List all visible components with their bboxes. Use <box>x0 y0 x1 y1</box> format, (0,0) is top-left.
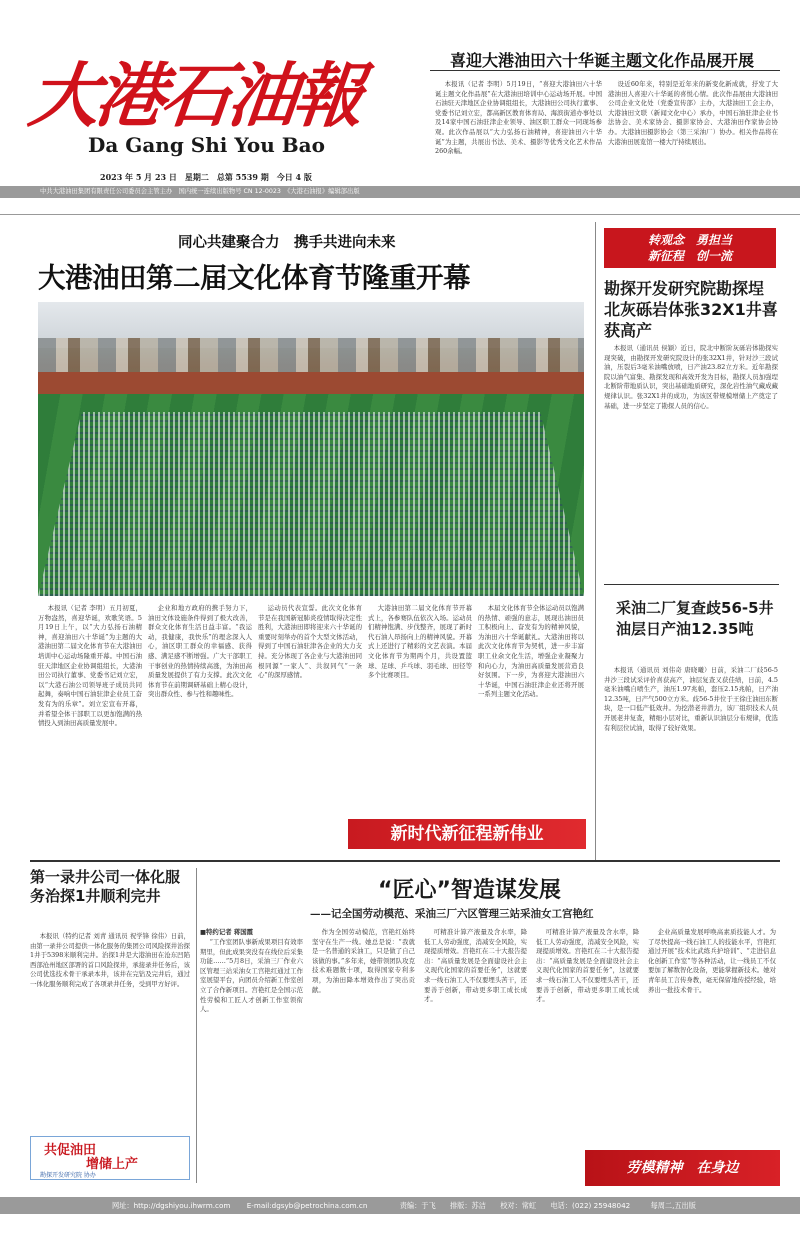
promo-logo-line-1: 共促油田 <box>44 1143 97 1158</box>
section-banner: 新时代新征程新伟业 <box>348 819 586 849</box>
masthead-pinyin: Da Gang Shi You Bao <box>88 133 325 157</box>
masthead-title: 大港石油報 <box>25 54 364 137</box>
feature-headline[interactable]: “匠心”智造谋发展 <box>378 878 561 903</box>
sidebar-story-1-body: 本报讯（通讯员 侯颖）近日，院北中断阶灰砾岩体勘探实现突破，由勘探开发研究院设计的张32X1井，针对沙三段试油，压裂后3毫米油嘴放喷，日产油23.82立方米。近年勘探院以油气富集、勘探发现和高效开发为目标，勘探人员加强埕北断阶带地质认识，突出基础地质研究，深化岩性油气藏成藏规律认识。张32X1井的成功，为该区带规模增储上产奠定了基础，进一步坚定了勘探人员的信心。 <box>604 344 778 410</box>
footer-website[interactable]: 网址：http://dgshiyou.ihwrm.com <box>112 1201 231 1210</box>
feature-col-4: 企业高质量发展呼唤高素质技能人才。为了尽快提高一线石油工人的技能水平，宫艳红通过开展“技术比武练兵护培训”、“走进信息化创新工作室”等各种活动，让一线员工不仅要加了解数智化设备，更能掌握新技术。她对青年员工言传身教，毫无保留地传授经验，培养出一批技术骨干。 <box>648 928 776 994</box>
main-story-col-1: 本报讯（记者 李明）五月初夏，万物盎然，喜迎华诞，欢歌笑语。5月19日上午，以“大力弘扬石油精神，喜迎油田六十华诞”为主题的大港油田第二届文化体育节在大港油田培训中心运动场隆重开幕。中国石油驻天津地区企业协调组组长，大港油田公司执行董事、党委书记刘立宏，以“大港石油公司领导班子成员共同起舞，奏响中国石油驻津企业员工奋发有为的乐章”。刘立宏宣布开幕，并希望全体干部职工以更加饱满的热情投入到油田高质量发展中。 <box>38 604 142 728</box>
sidebar-story-2-body: 本报讯（通讯员 刘伟奇 唐晓曦）日前，采油二厂歧56-5井沙三段试采评价喜获高产，油层复查又获佳绩，日前，4.5毫米油嘴自喷生产，油压1.97兆帕，套压2.15兆帕，日产油12.35吨，日产气500立方米。歧56-5井位于王徐庄油田东断块，是一口低产低效井。为挖潜老井潜力，该厂组织技术人员开展老井复查，精细小层对比，重新认识油层分布规律，优选有利层位试油，取得了较好效果。 <box>604 666 778 732</box>
footer-email[interactable]: E-mail:dgsyb@petrochina.com.cn <box>246 1201 368 1210</box>
main-story-col-4: 大港油田第二届文化体育节开幕式上，各参赛队伍依次入场。运动员们精神饱满、步伐整齐，展现了新时代石油人昂扬向上的精神风貌。开幕式上还进行了精彩的文艺表演。本届文化体育节为期两个月，共设置篮球、足球、乒乓球、羽毛球、田径等多个比赛项目。 <box>368 604 472 680</box>
column-divider <box>196 868 197 1183</box>
divider <box>0 214 800 215</box>
footer-editor: 责编：于飞 <box>399 1201 436 1210</box>
bottom-left-body: 本报讯（特约记者 刘青 通讯员 祝学锋 徐伟）日前，由第一录井公司提供一体化服务的集团公司风险探井治探1井于5398米顺利完井。治探1井是大港油田在沧东凹陷西部沧州地区部署的首口风险探井，承接录井任务后，该公司优选技术骨干承录本井，该井在完钻及完井后，通过一体化服务顺利完成了各项录井任务，受到甲方好评。 <box>30 932 190 988</box>
photo-running-track <box>38 372 584 396</box>
main-story-body <box>38 604 584 854</box>
feature-col-3b: 可精准计算产液量及含水率，降低工人劳动强度，消减安全风险，实现提质增效。宫艳红在二十大报告提出：“高质量发展是全面建设社会主义现代化国家的首要任务”，这就要求一线石油工人不仅要埋头苦干，还要善于创新，带动更多职工成长成才。 <box>536 928 639 1004</box>
top-story-headline[interactable]: 喜迎大港油田六十华诞主题文化作品展开展 <box>450 51 755 70</box>
slogan-banner: 转观念 勇担当 新征程 创一流 <box>604 228 776 268</box>
opening-ceremony-photo <box>38 302 584 596</box>
feature-col-3: 可精准计算产液量及含水率，降低工人劳动强度，消减安全风险，实现提质增效。宫艳红在二十大报告提出：“高质量发展是全面建设社会主义现代化国家的首要任务”，这就要求一线石油工人不仅要埋头苦干，还要善于创新，带动更多职工成长成才。 <box>424 928 527 1004</box>
main-story-col-3: 运动员代表宣誓。此次文化体育节是在我国新冠肺炎疫情取得决定性胜利，大港油田即将迎来六十华诞的重要时刻举办的首个大型文体活动，得到了中国石油驻津各企业的大力支持。充分体现了各企业与大港油田同根同源“一家人”、共叙同气“一条心”的深厚感情。 <box>258 604 362 680</box>
issue-line: 2023 年 5 月 23 日 星期二 总第 5539 期 今日 4 版 <box>100 172 312 182</box>
main-story-col-5: 本届文化体育节全体运动员以饱满的热情、顽强的意志，展现出油田员工积极向上、奋发有为的精神风貌，为油田六十华诞献礼。大港油田将以此次文化体育节为契机，进一步丰富职工业余文化生活，增强企业凝聚力和向心力，为油田高质量发展营造良好氛围。下一步，为喜迎大港油田六十华诞，中国石油驻津企业还将开展一系列主题文化活动。 <box>478 604 584 699</box>
feature-col-2: 作为全国劳动模范，宫艳红始终坚守在生产一线。她总是说：“我就是一名普通的采油工，只是做了自己该做的事。”多年来，她带领团队攻克技术难题数十项，取得国家专利多项，为油田降本增效作出了突出贡献。 <box>312 928 415 994</box>
feature-body <box>200 928 780 1156</box>
publisher-info-bar: 中共大港油田集团有限责任公司委员会主管主办 国内统一连续出版物号 CN 12-0023 《大港石油报》编辑部出版 <box>0 186 800 198</box>
promo-logo-caption: 勘探开发研究院 协办 <box>40 1172 96 1179</box>
main-story-col-2: 企业和地方政府的携手努力下，油田文体设施条件得到了极大改善，群众文化体育生活日益丰富。“我运动，我健康，我快乐”的理念深入人心，油区职工群众的幸福感、获得感、满足感不断增强。广大干部职工干事创业的热情持续高涨，为油田高质量发展提供了有力支撑。此次文化体育节在前期调研基础上精心设计，突出群众性、参与性和趣味性。 <box>148 604 252 699</box>
sidebar-story-2-headline[interactable]: 采油二厂复查歧56-5井油层日产油12.35吨 <box>616 599 774 638</box>
footer-typesetter: 排版：苏洁 <box>449 1201 486 1210</box>
sidebar-story-1-headline[interactable]: 勘探开发研究院勘探埕北灰砾岩体张32X1井喜获高产 <box>604 279 778 340</box>
main-story-headline[interactable]: 大港油田第二届文化体育节隆重开幕 <box>38 262 470 294</box>
main-story-kicker: 同心共建聚合力 携手共进向未来 <box>178 234 396 251</box>
bottom-left-headline[interactable]: 第一录井公司一体化服务治探1井顺利完井 <box>30 868 181 905</box>
promo-logo-line-2: 增储上产 <box>86 1157 139 1172</box>
footer-schedule: 每周二,五出版 <box>650 1201 696 1210</box>
column-divider <box>595 222 596 862</box>
feature-subheadline: ——记全国劳动模范、采油三厂六区管理三站采油女工宫艳红 <box>310 908 594 920</box>
top-story-body-continued: 设近60年来，特别是近年来的新变化新成就，抒发了大港油田人喜迎六十华诞的喜悦心情。此次作品展由大港油田公司企业文化处（党委宣传部）主办，大港油田工会主办，大港油田文联（新闻文化中心）承办，中国石油驻津企业书法协会、美术家协会、摄影家协会、大港油田作家协会协办。大港油田摄影协会（第三采油厂）协办。相关作品将在大港油田展览馆一楼大厅持续展出。 <box>608 80 778 146</box>
footer-bar <box>0 1197 800 1214</box>
feature-col-1: “工作室团队事新成果项目有效率期里，但此成果突没有在线位后采集功能……”5月8日，采油三厂作业六区管理三站采油女工宫艳红通过工作室展望平台，向团员介绍新工作室创立了合作新项目。宫艳红是全国示范性劳模和工匠人才创新工作室领衔人。 <box>200 938 303 1014</box>
feature-banner: 劳模精神 在身边 <box>585 1150 780 1186</box>
divider <box>430 70 780 71</box>
footer-phone: 电话：(022) 25948042 <box>550 1201 631 1210</box>
footer-proofreader: 校对：常虹 <box>500 1201 537 1210</box>
photo-performers <box>38 412 584 596</box>
divider <box>30 860 780 862</box>
top-story-body: 本报讯（记者 李明）5月19日，“喜迎大港油田六十华诞主题文化作品展”在大港油田培训中心运动场开展。中国石油驻天津地区企业协调组组长，大港油田公司执行董事、党委书记刘立宏，都高新区教育体育局、海滨街道办事处以及14家中国石油驻津企业领导、油区职工群众一同现场参观。此次作品展以“大力弘扬石油精神，喜迎油田六十华诞”为主题，共展出书法、美术、摄影等优秀文化艺术作品260余幅。 <box>435 80 602 156</box>
feature-author: ■特约记者 蒋国霞 <box>200 928 253 936</box>
divider <box>604 584 779 585</box>
